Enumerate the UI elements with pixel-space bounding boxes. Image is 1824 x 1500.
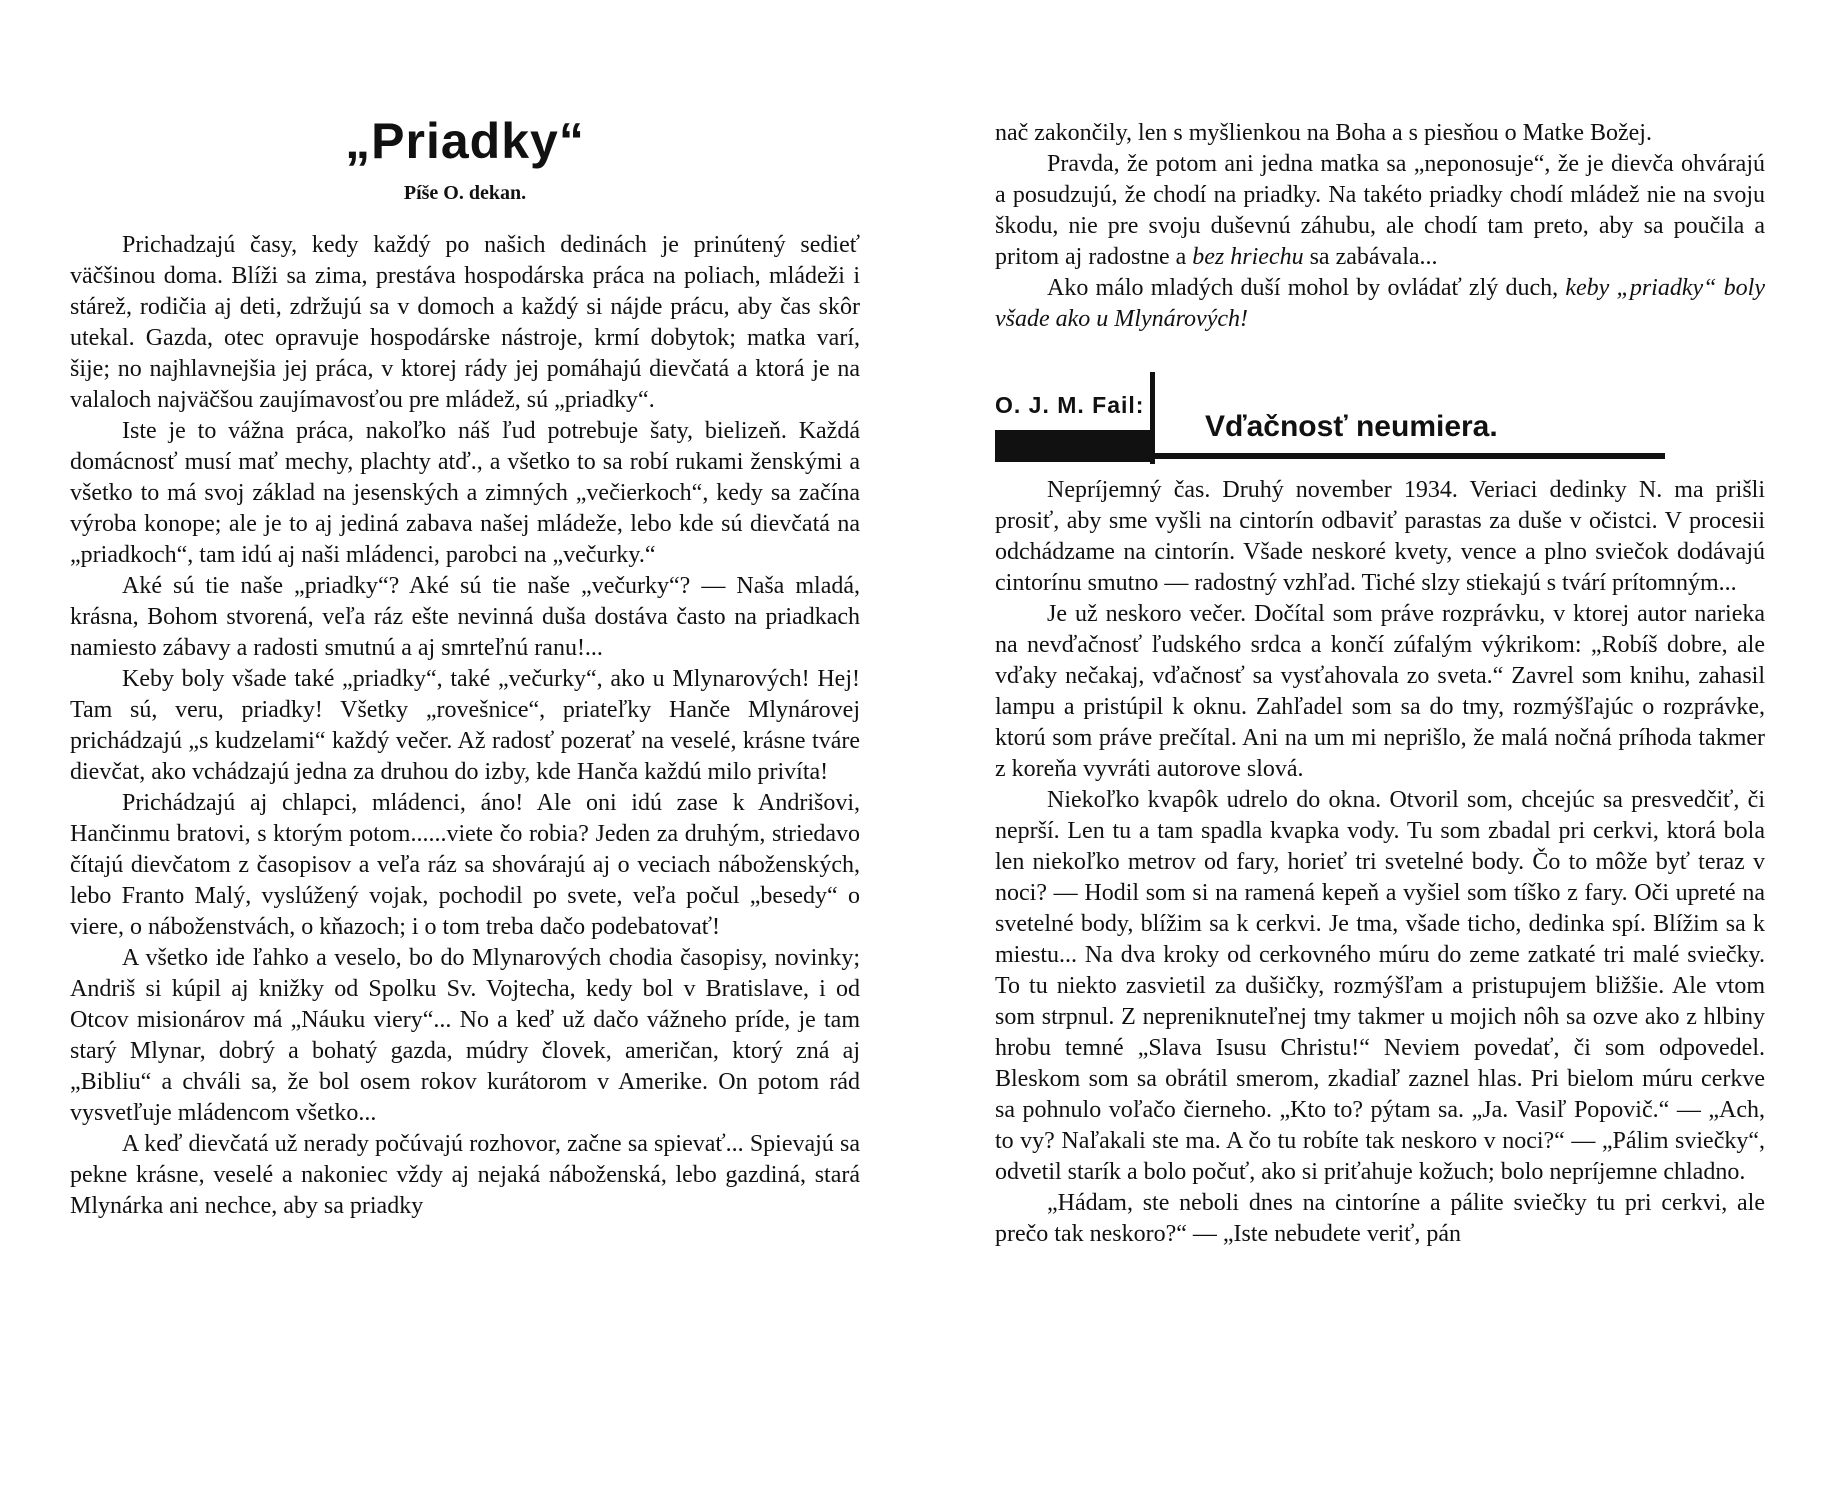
heading-black-bar [995, 430, 1150, 462]
heading-underline-rule [1155, 453, 1665, 459]
article-byline: Píše O. dekan. [403, 182, 527, 204]
article-continuation [995, 118, 1765, 335]
second-article-author: O. J. M. Fail: [995, 392, 1145, 418]
paragraph: A všetko ide ľahko a veselo, bo do Mlynarových chodia časopisy, novinky; Andriš si kúpil aj knižky od Spolku Sv. Vojtecha, kedy bol v Bratislave, i od Otcov misionárov má „Náuku viery“... No a keď už dačo vážneho príde, je tam starý Mlynar, dobrý a bohatý gazda, múdry človek, američan, ktorý zná aj „Bibliu“ a chváli sa, že bol osem rokov kurátorom v Amerike. On potom rád vysvetľuje mládencom všetko... [70, 945, 860, 1126]
paragraph: Prichadzajú časy, kedy každý po našich dedinách je prinútený sedieť väčšinou doma. Blíži sa zima, prestáva hospodárska práca na poliach, mládeži i stárež, rodičia aj deti, zdržujú sa v domoch a každý si nájde prácu, aby čas skôr utekal. Gazda, otec opravuje hospodárske nástroje, krmí dobytok; matka varí, šije; no najhlavnejšia jej práca, v ktorej rády jej pomáhajú dievčatá a ktorá je na valaloch najväčšou zaujímavosťou pre mládež, sú „priadky“. [70, 232, 860, 413]
paragraph-text: sa zabávala... [1309, 244, 1438, 270]
paragraph-text: Ako málo mladých duší mohol by ovládať zlý duch, [1047, 275, 1559, 301]
paragraph: Niekoľko kvapôk udrelo do okna. Otvoril som, chcejúc sa presvedčiť, či neprší. Len tu a tam spadla kvapka vody. Tu som zbadal pri cerkvi, ktorá bola len niekoľko metrov od fary, horieť tri svetelné body. Čo to môže byť teraz v noci? — Hodil som si na ramená kepeň a vyšiel som tíško z fary. Oči upreté na svetelné body, blížim sa k cerkvi. Je tma, všade ticho, dedinka spí. Blížim sa k miestu... Na dva kroky od cerkovného múru do zeme zatkaté tri malé sviečky. To tu niekto zasvietil za dušičky, rozmýšľam a pristupujem bližšie. Ale vtom som strpnul. Z nepreniknuteľnej tmy takmer u mojich nôh sa ozve ako z hlbiny hrobu temné „Slava Isusu Christu!“ Neviem povedať, či som odpovedel. Bleskom som sa obrátil smerom, zkadiaľ zaznel hlas. Pri bielom múru cerkve sa pohnulo voľačo čierneho. „Kto to? pýtam sa. „Ja. Vasiľ Popovič.“ — „Ach, to vy? Naľakali ste ma. A čo tu robíte tak neskoro v noci?“ — „Pálim sviečky“, odvetil starík a bolo počuť, ako si priťahuje kožuch; bolo nepríjemne chladno. [995, 787, 1765, 1185]
article-title: „Priadky“ [345, 113, 585, 169]
paragraph: nač zakončily, len s myšlienkou na Boha a s piesňou o Matke Božej. [995, 120, 1652, 146]
second-article-title: Vďačnosť neumiera. [1205, 410, 1498, 443]
emphasis-text: keby „priadky“ boly všade ako u Mlynárových! [995, 275, 1765, 332]
paragraph-text: Pravda, že potom ani jedna matka sa „neponosuje“, že je dievča ohvárajú a posudzujú, že chodí na priadky. Na takéto priadky chodí mládež nie na svoju škodu, nie pre svoju duševnú záhubu, ale chodí tam preto, aby sa poučila a pritom aj radostne a [995, 151, 1765, 270]
paragraph: Keby boly všade také „priadky“, také „večurky“, ako u Mlynarových! Hej! Tam sú, veru, priadky! Všetky „rovešnice“, priateľky Hanče Mlynárovej prichádzajú „s kudzelami“ každý večer. Až radosť pozerať na veselé, krásne tváre dievčat, ako vchádzajú jedna za druhou do izby, kde Hanča každú milo privíta! [70, 666, 860, 785]
paragraph: Nepríjemný čas. Druhý november 1934. Veriaci dedinky N. ma prišli prosiť, aby sme vyšli na cintorín odbaviť parastas za duše v očistci. V procesii odchádzame na cintorín. Všade neskoré kvety, vence a plno sviečok dodávajú cintorínu smutno — radostný vzhľad. Tiché slzy stiekajú s tvárí prítomným... [995, 477, 1765, 596]
paragraph: „Hádam, ste neboli dnes na cintoríne a pálite sviečky tu pri cerkvi, ale prečo tak neskoro?“ — „Iste nebudete veriť, pán [995, 1190, 1765, 1247]
paragraph: A keď dievčatá už nerady počúvajú rozhovor, začne sa spievať... Spievajú sa pekne krásne, veselé a nakoniec vždy aj nejaká náboženská, lebo gazdiná, stará Mlynárka ani nechce, aby sa priadky [70, 1131, 860, 1219]
paragraph: Je už neskoro večer. Dočítal som práve rozprávku, v ktorej autor narieka na nevďačnosť ľudského srdca a končí zúfalým výkrikom: „Robíš dobre, ale vďaky nečakaj, vďačnosť sa vysťahovala zo sveta.“ Zavrel som knihu, zahasil lampu a pristúpil k oknu. Zahľadel som sa do tmy, rozmýšľajúc o rozprávke, ktorú som práve prečítal. Ani na um mi neprišlo, že malá nočná príhoda takmer z koreňa vyvráti autorove slová. [995, 601, 1765, 782]
paragraph [995, 149, 1765, 273]
right-article-body [995, 475, 1765, 1250]
paragraph: Prichádzajú aj chlapci, mládenci, áno! Ale oni idú zase k Andrišovi, Hančinmu bratovi, s ktorým potom......viete čo robia? Jeden za druhým, striedavo čítajú dievčatom z časopisov a veľa ráz sa shovárajú aj o veciach náboženských, lebo Franto Malý, vyslúžený vojak, pochodil po svete, veľa počul „besedy“ o viere, o náboženstvách, o kňazoch; i o tom treba dačo podebatovať! [70, 790, 860, 940]
emphasis-text: bez hriechu [1192, 244, 1304, 270]
paragraph: Iste je to vážna práca, nakoľko náš ľud potrebuje šaty, bielizeň. Každá domácnosť musí mať mechy, plachty atď., a všetko to sa robí rukami ženskými a všetko to má svoj základ na jesenských a zimných „večierkoch“, kedy sa začína výroba konope; ale je to aj jediná zabava našej mládeže, lebo kde sú dievčatá na „priadkoch“, tam idú aj naši mládenci, parobci na „večurky.“ [70, 418, 860, 568]
paragraph: Aké sú tie naše „priadky“? Aké sú tie naše „večurky“? — Naša mladá, krásna, Bohom stvorená, veľa ráz ešte nevinná duša dostáva často na priadkach namiesto zábavy a radosti smutnú a aj smrteľnú ranu!... [70, 573, 860, 661]
left-article-body [70, 230, 860, 1222]
paragraph [995, 273, 1765, 335]
heading-vertical-rule [1150, 372, 1155, 464]
